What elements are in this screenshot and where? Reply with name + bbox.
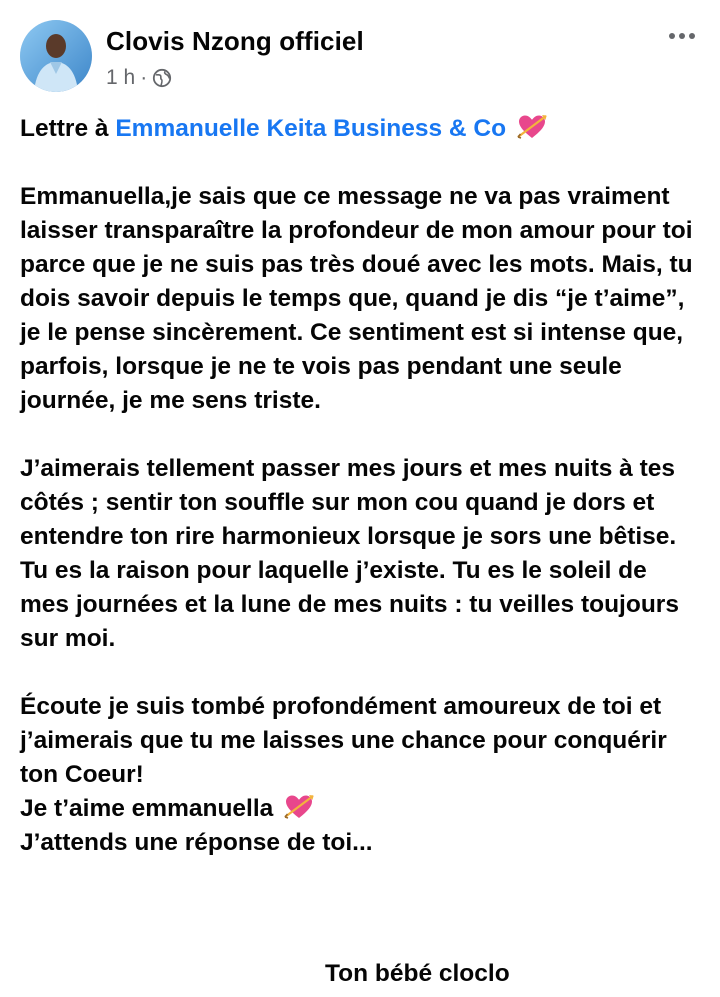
greeting-line [20, 112, 700, 146]
mention-link[interactable]: Emmanuelle Keita Business & Co [115, 115, 507, 142]
love-line [20, 792, 700, 826]
more-icon-dot [679, 33, 685, 39]
signature: Ton bébé cloclo [325, 960, 510, 987]
spacer [20, 146, 700, 180]
post-time[interactable]: 1 h [106, 66, 136, 89]
spacer [20, 656, 700, 690]
paragraph-3: Écoute je suis tombé profondément amoureux de toi et j’aimerais que tu me laisses une chance pour conquérir ton Coeur! [20, 693, 667, 788]
heart-arrow-icon [517, 113, 547, 141]
author-name[interactable]: Clovis Nzong officiel [106, 26, 364, 56]
paragraph-2: J’aimerais tellement passer mes jours et mes nuits à tes côtés ; sentir ton souffle sur mon cou quand je dors et entendre ton rire harmonieux lorsque je sors une bêtise. Tu es la raison pour laquelle j’existe. Tu es le soleil de mes journées et la lune de mes nuits : tu veilles toujours sur moi. [20, 455, 679, 652]
more-icon-dot [689, 33, 695, 39]
post-header [20, 14, 710, 94]
post-meta [106, 66, 172, 90]
paragraph-1: Emmanuella,je sais que ce message ne va pas vraiment laisser transparaître la profondeur de mon amour pour toi parce que je ne suis pas très doué avec les mots. Mais, tu dois savoir depuis le temps que, quand je dis “je t’aime”, je le pense sincèrement. Ce sentiment est si intense que, parfois, lorsque je ne te vois pas pendant une seule journée, je me sens triste. [20, 183, 693, 414]
more-icon-dot [669, 33, 675, 39]
wait-line: J’attends une réponse de toi... [20, 829, 373, 856]
meta-separator: · [140, 66, 148, 89]
avatar[interactable] [20, 20, 92, 92]
greeting-prefix: Lettre à [20, 115, 116, 142]
more-options-button[interactable] [664, 24, 700, 48]
love-text: Je t’aime emmanuella [20, 795, 274, 822]
spacer [20, 418, 700, 452]
globe-icon [152, 68, 172, 88]
post-content [20, 112, 700, 860]
heart-arrow-icon [284, 793, 314, 821]
